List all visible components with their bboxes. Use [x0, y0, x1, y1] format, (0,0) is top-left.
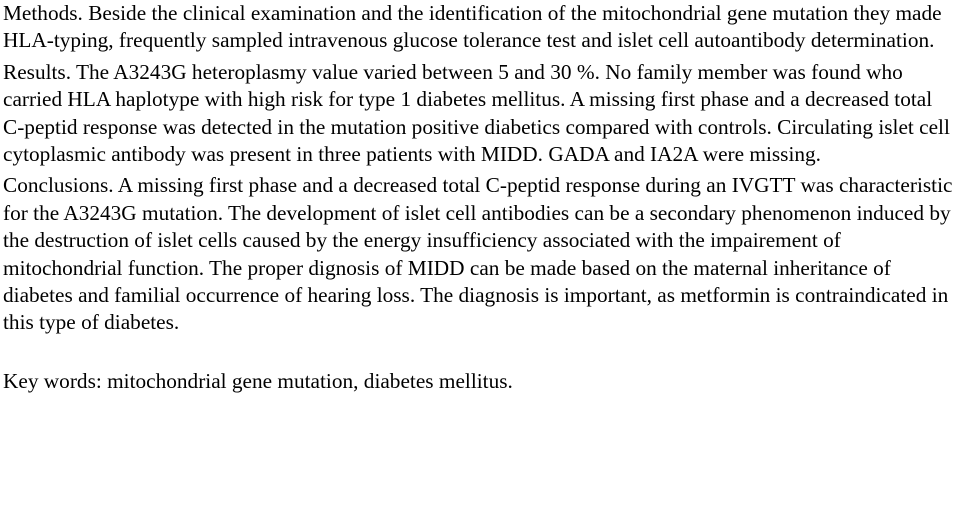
document-page: [3, 0, 958, 395]
keywords-text: mitochondrial gene mutation, diabetes mellitus.: [101, 368, 513, 393]
results-heading: Results.: [3, 59, 72, 84]
conclusions-heading: Conclusions.: [3, 173, 114, 198]
conclusions-text: A missing first phase and a decreased total C-peptid response during an IVGTT was characteristic for the A3243G mutation. The development of islet cell antibodies can be a secondary phenomenon induced by the destruction of islet cells caused by the energy insufficiency associated with the impairement of mitochondrial function. The proper dignosis of MIDD can be made based on the maternal inheritance of diabetes and familial occurrence of hearing loss. The diagnosis is important, as metformin is contraindicated in this type of diabetes.: [3, 173, 953, 335]
results-paragraph: [3, 59, 958, 169]
results-text: The A3243G heteroplasmy value varied between 5 and 30 %. No family member was found who carried HLA haplotype with high risk for type 1 diabetes mellitus. A missing first phase and a decreased total C-peptid response was detected in the mutation positive diabetics compared with controls. Circulating islet cell cytoplasmic antibody was present in three patients with MIDD. GADA and IA2A were missing.: [3, 59, 950, 167]
keywords-paragraph: [3, 368, 958, 395]
methods-heading: Methods.: [3, 1, 83, 25]
methods-paragraph: [3, 0, 958, 55]
keywords-heading: Key words:: [3, 368, 102, 393]
methods-text: Beside the clinical examination and the identification of the mitochondrial gene mutation they made HLA-typing, frequently sampled intravenous glucose tolerance test and islet cell autoantibody determination.: [3, 1, 942, 53]
conclusions-paragraph: [3, 172, 958, 336]
